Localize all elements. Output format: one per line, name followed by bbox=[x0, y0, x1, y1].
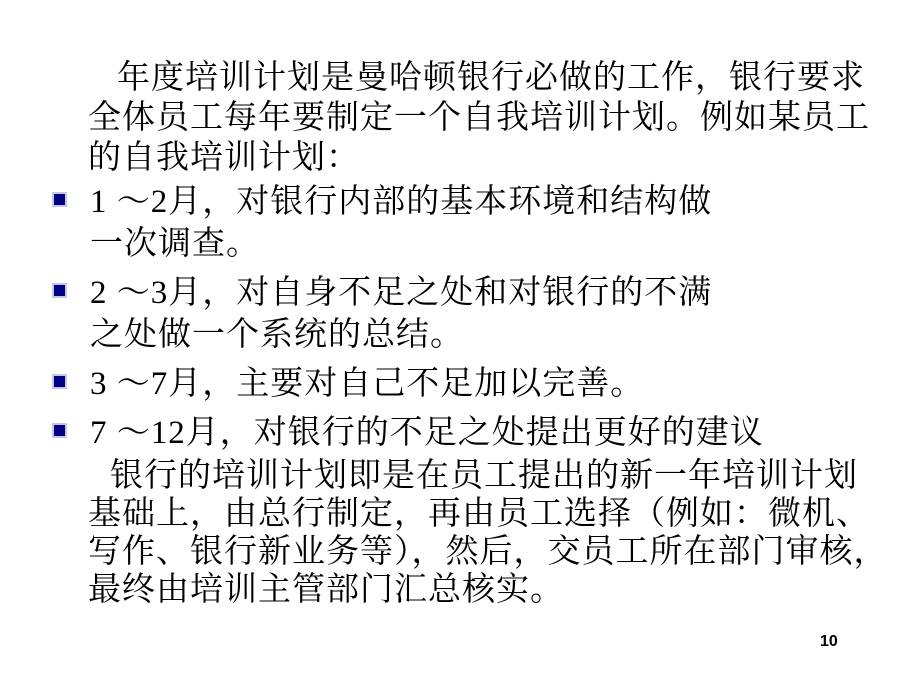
intro-line: 年度培训计划是曼哈顿银行必做的工作，银行要求 bbox=[117, 60, 865, 96]
intro-line: 全体员工每年要制定一个自我培训计划。例如某员工 bbox=[88, 100, 870, 136]
bullet-text: 3 ～7月，主要对自己不足加以完善。 bbox=[90, 366, 645, 402]
bullet-text: 7 ～12月，对银行的不足之处提出更好的建议 bbox=[90, 415, 764, 451]
bullet-square-icon bbox=[52, 192, 67, 207]
bullet-item-2 bbox=[52, 272, 882, 356]
bullet-text: 之处做一个系统的总结。 bbox=[90, 317, 464, 353]
bullet-square-icon bbox=[52, 423, 67, 438]
bullet-line bbox=[52, 181, 882, 223]
bullet-square-icon bbox=[52, 283, 67, 298]
bullet-continuation-line bbox=[52, 314, 882, 356]
bullet-item-4 bbox=[52, 412, 882, 454]
bullet-text: 一次调查。 bbox=[90, 226, 260, 262]
bullet-line bbox=[52, 412, 882, 454]
page-number: 10 bbox=[820, 633, 838, 650]
bullet-item-1 bbox=[52, 181, 882, 265]
intro-line: 的自我培训计划： bbox=[88, 140, 360, 176]
closing-line: 写作、银行新业务等），然后，交员工所在部门审核， bbox=[88, 534, 888, 570]
bullet-item-3 bbox=[52, 363, 882, 405]
closing-paragraph bbox=[88, 457, 900, 609]
bullet-list bbox=[52, 181, 882, 454]
closing-line: 最终由培训主管部门汇总核实。 bbox=[88, 572, 564, 608]
closing-line: 基础上，由总行制定，再由员工选择（例如：微机、 bbox=[88, 496, 870, 532]
bullet-square-icon bbox=[52, 374, 67, 389]
closing-line: 银行的培训计划即是在员工提出的新一年培训计划 bbox=[110, 458, 858, 494]
intro-paragraph bbox=[88, 58, 888, 178]
bullet-line bbox=[52, 363, 882, 405]
bullet-line bbox=[52, 272, 882, 314]
bullet-continuation-line bbox=[52, 223, 882, 265]
bullet-text: 1 ～2月，对银行内部的基本环境和结构做 bbox=[90, 184, 713, 220]
bullet-text: 2 ～3月，对自身不足之处和对银行的不满 bbox=[90, 275, 713, 311]
